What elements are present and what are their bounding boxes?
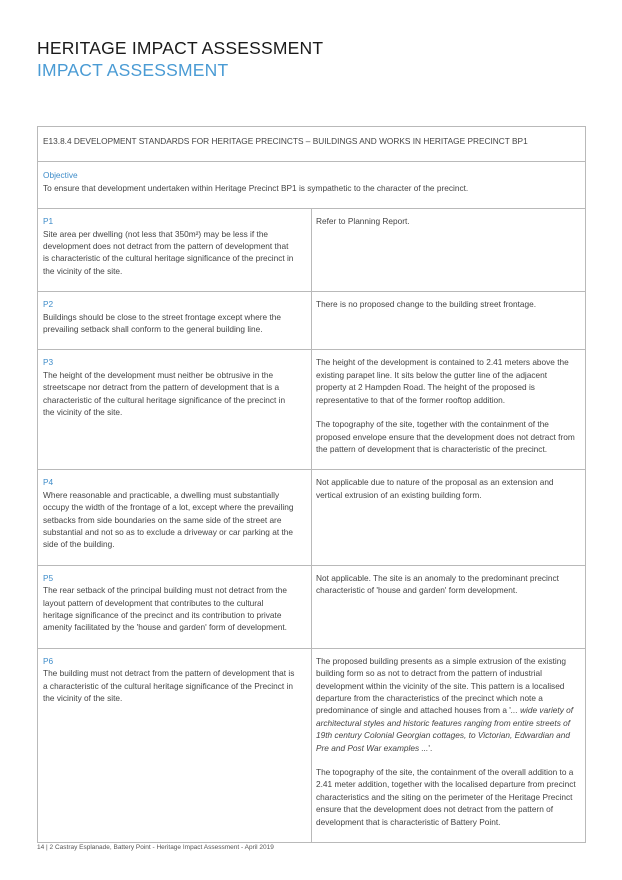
standard-text: Where reasonable and practicable, a dwelling must substantially occupy the width of the frontage of a lot, except where the prevailing setbacks from side boundaries on the same side of the street are substantial and not so as to exclude a driveway or car parking at the side of the building. (43, 489, 294, 550)
table-heading: E13.8.4 DEVELOPMENT STANDARDS FOR HERITAGE PRECINCTS – BUILDINGS AND WORKS IN HERITAGE PRECINCT BP1 (38, 127, 586, 162)
table-row-p2 (38, 292, 586, 350)
response-cell (312, 565, 586, 648)
response-text: Not applicable. The site is an anomaly to the predominant precinct characteristic of 'house and garden' form development. (316, 572, 559, 596)
response-cell (312, 292, 586, 350)
table-row-p6 (38, 648, 586, 842)
objective-text: To ensure that development undertaken within Heritage Precinct BP1 is sympathetic to the character of the precinct. (43, 182, 469, 193)
standard-number: P1 (43, 216, 54, 227)
response-text (316, 655, 579, 754)
section-subtitle: IMPACT ASSESSMENT (37, 60, 229, 80)
response-cell (312, 648, 586, 842)
response-text: Refer to Planning Report. (316, 216, 410, 227)
standard-cell (38, 648, 312, 842)
response-cell (312, 470, 586, 565)
response-text: Not applicable due to nature of the proposal as an extension and vertical extrusion of an existing building form. (316, 477, 554, 500)
table-row-p5 (38, 565, 586, 648)
document-title: HERITAGE IMPACT ASSESSMENT (37, 38, 324, 58)
response-cell (312, 350, 586, 470)
standard-cell (38, 350, 312, 470)
standard-text: The height of the development must neither be obtrusive in the streetscape nor detract from the pattern of development that is a characteristic of the cultural heritage significance of the precinct in the vicinity of the site. (43, 369, 286, 418)
standard-cell (38, 565, 312, 648)
quoted-text: ... wide variety of architectural styles and historic features ranging from entire streets of 19th century Colonial Georgian cottages, to Victorian, Edwardian and Pre and Post War examples ... (316, 705, 574, 753)
response-cell (312, 209, 586, 292)
objective-row (38, 162, 586, 209)
standard-text: The building must not detract from the pattern of development that is a characteristic of the cultural heritage significance of the Precinct in the vicinity of the site. (43, 668, 295, 703)
table-row-p3 (38, 350, 586, 470)
standard-text: Site area per dwelling (not less that 350m²) may be less if the development does not detract from the pattern of development that is characteristic of the cultural heritage significance of the precinct in the vicinity of the site. (43, 228, 294, 276)
response-text: There is no proposed change to the building street frontage. (316, 299, 537, 310)
table-row-p4 (38, 470, 586, 565)
standard-text: Buildings should be close to the street frontage except where the prevailing setback shall conform to the general building line. (43, 311, 281, 335)
response-text: The height of the development is contained to 2.41 meters above the existing parapet line. It sits below the gutter line of the adjacent property at 2 Hampden Road. The height of the proposed is representative to that of the former rooftop addition. (316, 357, 569, 405)
standard-number: P6 (43, 655, 54, 666)
response-text: The topography of the site, the containment of the overall addition to a 2.41 meter addition, together with the localised departure from precinct characteristics and the siting on the perimeter of the Heritage Precinct ensure that the development does not detract from the pattern of development that is characteristic of Battery Point. (316, 767, 576, 827)
table-heading-row (38, 127, 586, 162)
standard-number: P3 (43, 357, 54, 368)
response-text-end: '. (428, 742, 433, 753)
standard-number: P4 (43, 477, 54, 488)
objective-label: Objective (43, 170, 78, 181)
development-standards-table (37, 126, 586, 843)
standard-text: The rear setback of the principal building must not detract from the layout pattern of development that contributes to the cultural heritage significance of the precinct and its contribution to private amenity facilitated by the 'house and garden' form of development. (43, 585, 287, 633)
response-text-plain: The proposed building presents as a simple extrusion of the existing building form so as not to detract from the pattern of industrial development within the vicinity of the site. This pattern is a localised departure from the characteristics of the precinct which note a predominance of single and attached houses from a ' (316, 655, 566, 716)
standard-cell (38, 209, 312, 292)
table-row-p1 (38, 209, 586, 292)
standard-number: P5 (43, 572, 54, 583)
standard-number: P2 (43, 299, 54, 310)
response-text: The topography of the site, together with the containment of the proposed envelope ensure that the development does not detract from the pattern of development that is characteristic of the precinct. (316, 419, 575, 454)
standard-cell (38, 292, 312, 350)
objective-cell (38, 162, 586, 209)
standard-cell (38, 470, 312, 565)
page-footer: 14 | 2 Castray Esplanade, Battery Point - Heritage Impact Assessment - April 2019 (37, 844, 274, 851)
